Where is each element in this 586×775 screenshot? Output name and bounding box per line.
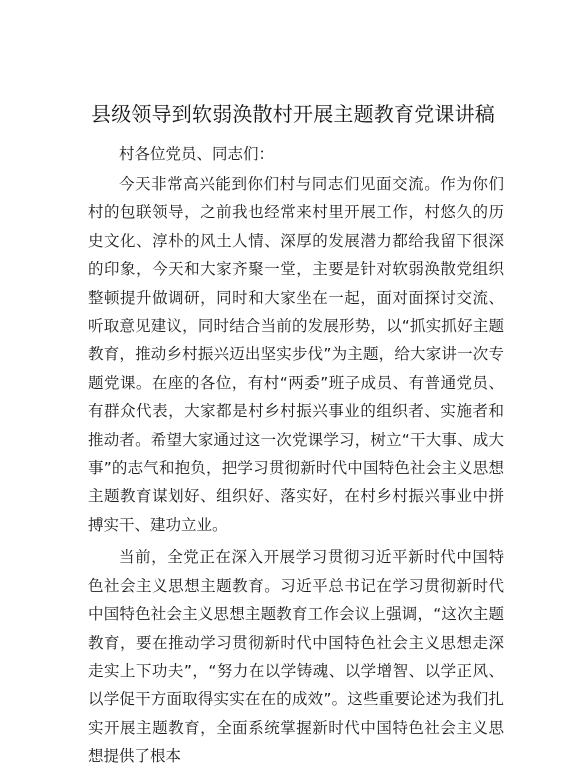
- paragraph: 今天非常高兴能到你们村与同志们见面交流。作为你们村的包联领导，之前我也经常来村里开展工作，村悠久的历史文化、淳朴的风土人情、深厚的发展潜力都给我留下很深的印象，今天和大家齐聚一堂，主要是针对软弱涣散党组织整顿提升做调研，同时和大家坐在一起，面对面探讨交流、听取意见建议，同时结合当前的发展形势，以“抓实抓好主题教育，推动乡村振兴迈出坚实步伐”为主题，给大家讲一次专题党课。在座的各位，有村“两委”班子成员、有普通党员、有群众代表，大家都是村乡村振兴事业的组织者、实施者和推动者。希望大家通过这一次党课学习，树立“干大事、成大事”的志气和抱负，把学习贯彻新时代中国特色社会主义思想主题教育谋划好、组织好、落实好，在村乡村振兴事业中拼搏实干、建功立业。: [88, 175, 504, 534]
- document-title: 县级领导到软弱涣散村开展主题教育党课讲稿: [91, 102, 495, 126]
- salutation: 村各位党员、同志们：: [119, 145, 275, 163]
- paragraph: 当前，全党正在深入开展学习贯彻习近平新时代中国特色社会主义思想主题教育。习近平总书记在学习贯彻新时代中国特色社会主义思想主题教育工作会议上强调，“这次主题教育，要在推动学习贯彻新时代中国特色社会主义思想走深走实上下功夫”，“努力在以学铸魂、以学增智、以学正风、以学促干方面取得实实在在的成效”。这些重要论述为我们扎实开展主题教育，全面系统掌握新时代中国特色社会主义思想提供了根本: [88, 548, 504, 766]
- document-body: [88, 140, 504, 775]
